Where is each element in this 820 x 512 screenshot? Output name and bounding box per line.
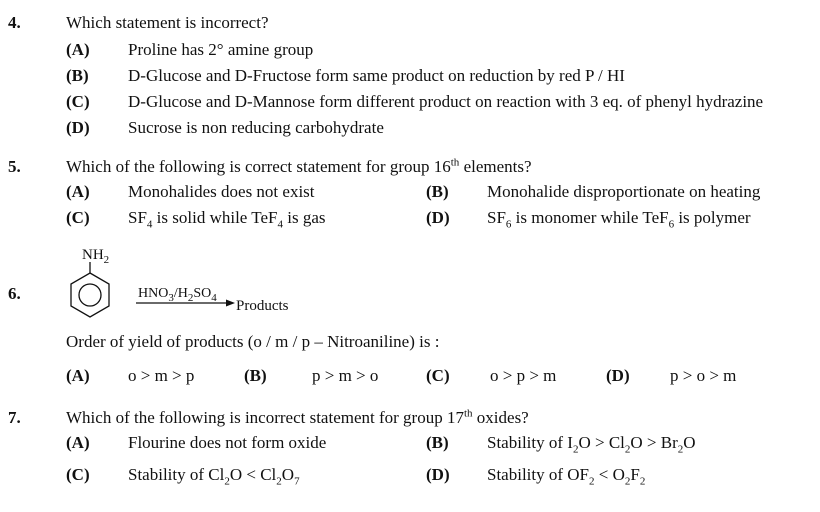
aniline-structure-diagram: [62, 262, 112, 318]
nh2-text: NH: [82, 247, 104, 263]
q5d-t2: is monomer while TeF: [511, 208, 669, 227]
q5c-s2: 4: [277, 218, 283, 231]
q5d-s1: 6: [505, 218, 512, 231]
q7d-prefix: Stability of: [487, 465, 568, 484]
q5-option-d-text: [487, 208, 751, 231]
nh2-sub: 2: [103, 254, 110, 266]
benzene-ring-hexagon: [71, 273, 109, 317]
q5-option-c-text: [128, 208, 326, 231]
q7-question-post: oxides?: [472, 408, 529, 427]
q6-option-b-label: (B): [244, 366, 267, 385]
q7b-f3b: O: [683, 433, 696, 452]
q7d-f2s: 2: [624, 475, 631, 488]
q6-option-a-label: (A): [66, 366, 90, 385]
q7-question-sup: th: [463, 407, 473, 420]
q5d-s2: 6: [668, 218, 675, 231]
question-5-number: 5.: [8, 157, 21, 176]
q4-option-b-text: D-Glucose and D-Fructose form same product on reduction by red P / HI: [128, 66, 625, 85]
q5d-t1: SF: [487, 208, 506, 227]
q6-option-d-text: p > o > m: [670, 366, 737, 385]
reagent-a-sub: 3: [168, 291, 174, 304]
q7c-f2b: O: [281, 465, 295, 484]
q7b-f2s: 2: [624, 443, 631, 456]
question-4-number: 4.: [8, 13, 21, 32]
question-4-text: Which statement is incorrect?: [66, 13, 269, 32]
q7-option-c-label: (C): [66, 465, 90, 484]
q5c-t2: is solid while TeF: [152, 208, 278, 227]
q7c-f1s: 2: [224, 475, 230, 488]
q6-option-d-label: (D): [606, 366, 630, 385]
q6-option-a-text: o > m > p: [128, 366, 195, 385]
q4-option-c-text: D-Glucose and D-Mannose form different product on reaction with 3 eq. of phenyl hydrazine: [128, 92, 764, 111]
q7d-f1b: < O: [594, 465, 625, 484]
q7d-f1: OF: [567, 465, 590, 484]
question-6-number: 6.: [8, 284, 21, 303]
question-6-text: Order of yield of products (o / m / p – Nitroaniline) is :: [66, 332, 440, 351]
q7d-f2b: F: [630, 465, 640, 484]
q7c-f2s: 2: [276, 475, 282, 488]
q4-option-a-text: Proline has 2° amine group: [128, 40, 314, 59]
q5-question-sup: th: [450, 156, 460, 169]
q6-option-c-label: (C): [426, 366, 450, 385]
benzene-ring-circle: [79, 284, 101, 306]
q7-option-b-label: (B): [426, 433, 449, 452]
q7-question-pre: Which of the following is incorrect statement for group 17: [66, 408, 464, 427]
q7b-f2b: O > Br: [630, 433, 678, 452]
q7c-f3s: 7: [294, 475, 300, 488]
q7c-f1: Cl: [208, 465, 225, 484]
q5d-t3: is polymer: [674, 208, 751, 227]
q4-option-d-text: Sucrose is non reducing carbohydrate: [128, 118, 384, 137]
q7b-f1s: 2: [572, 443, 579, 456]
reagent-b: /H: [173, 286, 188, 301]
reagent-b-sub: 2: [187, 291, 194, 304]
q7-option-d-label: (D): [426, 465, 450, 484]
q7-option-b-text: [487, 433, 696, 456]
q4-option-d-label: (D): [66, 118, 90, 137]
question-7-number: 7.: [8, 408, 21, 427]
q5c-s1: 4: [146, 218, 153, 231]
question-5-text: [66, 157, 532, 177]
products-label: Products: [236, 298, 289, 314]
q7-option-a-label: (A): [66, 433, 90, 452]
q7b-f1: I: [567, 433, 573, 452]
reagent-c-sub: 4: [211, 291, 217, 304]
q5-option-c-label: (C): [66, 208, 90, 227]
q5-option-b-label: (B): [426, 182, 449, 201]
question-7-text: [66, 408, 529, 428]
q7-option-c-text: [128, 465, 300, 488]
q5-option-a-label: (A): [66, 182, 90, 201]
q4-option-b-label: (B): [66, 66, 89, 85]
q5c-t3: is gas: [282, 208, 326, 227]
q4-option-a-label: (A): [66, 40, 90, 59]
q5c-t1: SF: [128, 208, 147, 227]
q6-option-c-text: o > p > m: [490, 366, 557, 385]
reagent-a: HNO: [138, 286, 169, 301]
reaction-arrow: [134, 298, 236, 308]
arrow-head: [226, 300, 235, 307]
q5-option-b-text: Monohalide disproportionate on heating: [487, 182, 761, 201]
reagent-c: SO: [193, 286, 212, 301]
q7c-f1b: O < Cl: [229, 465, 277, 484]
q5-question-post: elements?: [459, 157, 532, 176]
q5-option-d-label: (D): [426, 208, 450, 227]
q7b-f1b: O > Cl: [578, 433, 625, 452]
q7d-f1s: 2: [589, 475, 595, 488]
q7d-f3s: 2: [639, 475, 646, 488]
q7-option-a-text: Flourine does not form oxide: [128, 433, 327, 452]
q6-option-b-text: p > m > o: [312, 366, 379, 385]
q7b-f3s: 2: [677, 443, 684, 456]
q5-question-pre: Which of the following is correct statement for group 16: [66, 157, 451, 176]
q7b-prefix: Stability of: [487, 433, 568, 452]
q7c-prefix: Stability of: [128, 465, 209, 484]
q4-option-c-label: (C): [66, 92, 90, 111]
q7-option-d-text: [487, 465, 646, 488]
q5-option-a-text: Monohalides does not exist: [128, 182, 315, 201]
